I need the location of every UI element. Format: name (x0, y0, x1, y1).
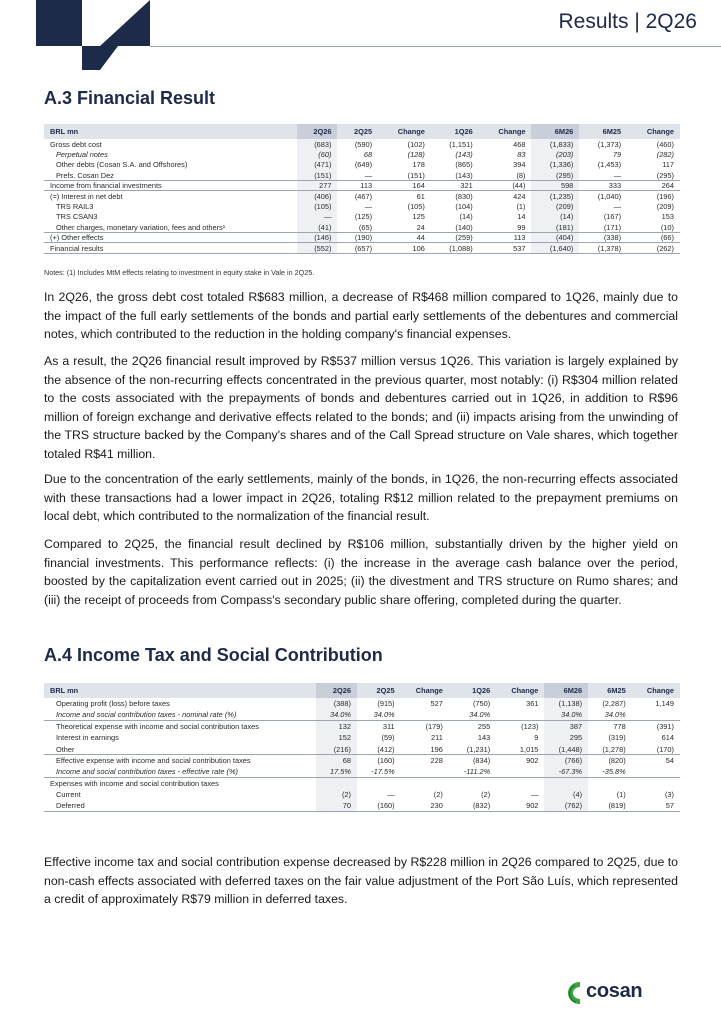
table-cell (401, 709, 449, 720)
table-cell: -67.3% (544, 766, 588, 777)
table-cell: (160) (357, 755, 401, 766)
table-row (44, 181, 680, 191)
table-cell (632, 766, 680, 777)
table-row (44, 732, 680, 743)
header-decoration-icon (0, 0, 150, 70)
table-cell: (181) (531, 222, 579, 232)
table-cell: 68 (363, 150, 373, 160)
table-cell: (832) (449, 801, 496, 812)
row-label: Prefs. Cosan Dez (56, 170, 114, 180)
column-header: Change (496, 683, 544, 698)
row-label: (=) Interest in net debt (44, 191, 297, 201)
column-header: Change (632, 683, 680, 698)
table-cell: (295) (531, 170, 579, 180)
table-cell: (319) (608, 733, 626, 743)
table-cell: 113 (337, 181, 378, 191)
table-cell: (2) (316, 789, 357, 800)
table-cell: (8) (516, 170, 526, 180)
table-cell: — (387, 790, 395, 800)
table-cell: 311 (357, 721, 401, 732)
row-label: Perpetual notes (56, 150, 108, 160)
table-cell: (151) (297, 170, 338, 180)
column-header: 6M25 (579, 124, 627, 139)
table-row (44, 766, 680, 777)
table-cell: (10) (660, 222, 674, 232)
column-header: 2Q25 (337, 124, 378, 139)
financial-result-table (44, 124, 680, 254)
column-header: Change (479, 124, 532, 139)
table-cell: 1,015 (519, 744, 539, 754)
table-cell: (1,151) (449, 139, 473, 149)
table-cell: 1,149 (655, 699, 674, 709)
row-label: TRS CSAN3 (56, 212, 98, 222)
table-row (44, 744, 680, 755)
table-cell: 598 (531, 181, 579, 191)
table-cell: 527 (430, 699, 443, 709)
column-header: 6M26 (544, 683, 588, 698)
table-row (44, 160, 680, 170)
table-cell: (209) (531, 201, 579, 211)
paragraph: In 2Q26, the gross debt cost totaled R$683 million, a decrease of R$468 million compared to 1Q26, mainly due to the impact of the full early settlements of the bonds and partial early settlements of the debentures and commercial notes, which contributed to the reduction in the holding company's financial expenses. (44, 290, 678, 341)
table-cell: 117 (662, 160, 674, 170)
table-cell: (1,373) (597, 139, 622, 149)
table-cell: 34.0% (469, 710, 491, 720)
income-tax-table (44, 683, 680, 812)
column-header: 2Q25 (357, 683, 401, 698)
table-cell: (65) (358, 222, 373, 232)
column-header: Change (378, 124, 431, 139)
table-cell: 394 (513, 160, 526, 170)
table-cell: (216) (316, 744, 357, 755)
table-cell: (105) (407, 202, 425, 212)
table-cell: 57 (632, 801, 680, 812)
table-cell: (167) (603, 212, 622, 222)
table-cell: (146) (297, 233, 338, 243)
table-cell: 83 (517, 150, 526, 160)
table-cell: (282) (656, 150, 674, 160)
table-cell: 264 (627, 181, 680, 191)
table-cell: (171) (603, 222, 622, 232)
column-header: 6M25 (588, 683, 632, 698)
table-row (44, 801, 680, 812)
table-cell: (128) (407, 150, 425, 160)
table-cell: (151) (407, 170, 425, 180)
column-header: Change (627, 124, 680, 139)
table-cell: (41) (297, 222, 338, 232)
column-header: 1Q26 (449, 683, 496, 698)
table-cell: — (531, 790, 539, 800)
section-title-income-tax: A.4 Income Tax and Social Contribution (44, 645, 383, 665)
table-cell: 152 (316, 732, 357, 743)
table-cell: (102) (407, 139, 425, 149)
table-cell: 106 (378, 243, 431, 253)
table-cell: 211 (431, 733, 443, 743)
table-cell: (915) (377, 699, 395, 709)
table-cell: 34.0% (373, 710, 395, 720)
table-row (44, 201, 680, 211)
table-row (44, 191, 680, 201)
table-cell: 34.0% (604, 710, 626, 720)
table-cell: 333 (579, 181, 627, 191)
table-cell (632, 709, 680, 720)
table-cell: (14) (459, 212, 473, 222)
table-row (44, 222, 680, 232)
page-title: Results | 2Q26 (558, 10, 697, 33)
table-cell (316, 778, 357, 789)
table-row (44, 149, 680, 159)
table-cell: (1,278) (602, 744, 626, 754)
table-cell: (104) (455, 202, 473, 212)
table-cell: (412) (377, 744, 395, 754)
row-label: Other charges, monetary variation, fees and others¹ (56, 222, 226, 232)
table-row (44, 778, 680, 789)
cosan-logo (566, 980, 656, 1006)
table-cell: (1,138) (544, 698, 588, 709)
table-cell: (467) (337, 191, 378, 201)
table-cell (357, 778, 401, 789)
column-header: 2Q26 (297, 124, 338, 139)
table-cell (449, 778, 496, 789)
table-cell (496, 766, 544, 777)
table-cell: (66) (627, 233, 680, 243)
table-cell: 61 (378, 191, 431, 201)
table-cell: (140) (455, 222, 473, 232)
cosan-logo-text: cosan (586, 980, 643, 1002)
paragraph: Compared to 2Q25, the financial result declined by R$106 million, substantially driven by the higher yield on financial investments. This performance reflects: (i) the increase in the average cash balance over the period, boosted by the capitalization event carried out in 2025; (ii) the divestment and TRS structure on Rumo shares; and (iii) the receipt of proceeds from Compass's secondary public share offering, completed during the quarter. (44, 537, 678, 607)
row-label: TRS RAIL3 (56, 202, 94, 212)
table-cell: (819) (588, 801, 632, 812)
table-cell: (552) (297, 243, 338, 253)
table-cell (496, 778, 544, 789)
table-cell: (14) (531, 212, 579, 222)
table-cell: 277 (297, 181, 338, 191)
table-cell: 295 (544, 732, 588, 743)
row-label: Expenses with income and social contribution taxes (44, 778, 316, 789)
row-label: Current (56, 790, 81, 800)
table-cell: (60) (297, 149, 338, 159)
table-cell: (143) (455, 170, 473, 180)
table-cell (588, 778, 632, 789)
table-cell (544, 778, 588, 789)
table-cell: (834) (449, 755, 496, 766)
table-cell: 902 (496, 755, 544, 766)
table-cell: -17.5% (371, 767, 395, 777)
table-cell: (460) (656, 139, 674, 149)
table-cell: (160) (357, 801, 401, 812)
column-header: BRL mn (44, 683, 316, 698)
table-cell: 255 (449, 721, 496, 732)
paragraph: Effective income tax and social contribution expense decreased by R$228 million in 2Q26 compared to 2Q25, due to non-cash effects associated with deferred taxes on the fair value adjustment of the Port São Luís, which represented a credit of approximately R$79 million in deferred taxes. (44, 855, 678, 906)
table-cell: 196 (430, 744, 443, 754)
table-cell: (1,833) (531, 139, 579, 149)
table-cell (632, 778, 680, 789)
table-cell: 9 (534, 733, 539, 743)
table-cell: (262) (627, 243, 680, 253)
table-cell: 230 (401, 801, 449, 812)
table-cell: -111.2% (463, 767, 491, 777)
table-cell: (125) (354, 212, 373, 222)
table-row (44, 170, 680, 180)
table-cell: 14 (517, 212, 526, 222)
row-label: Operating profit (loss) before taxes (56, 699, 170, 709)
table-cell: (590) (354, 139, 373, 149)
row-label: Income and social contribution taxes - nominal rate (%) (56, 710, 237, 720)
table-cell: — (364, 170, 373, 180)
table-cell: (750) (472, 699, 491, 709)
table-cell: (105) (297, 201, 338, 211)
table-cell: 424 (479, 191, 532, 201)
row-label: Effective expense with income and social contribution taxes (44, 755, 316, 766)
table-cell: — (364, 202, 373, 212)
column-header: Change (401, 683, 449, 698)
row-label: Theoretical expense with income and social contribution taxes (44, 721, 316, 732)
table-cell: — (613, 202, 622, 212)
table-cell (401, 766, 449, 777)
table-cell: (143) (455, 150, 473, 160)
table-cell: (4) (544, 789, 588, 800)
row-label: Interest in earnings (56, 733, 119, 743)
table-cell: (1,235) (531, 191, 579, 201)
table-cell: (657) (337, 243, 378, 253)
table-cell: 54 (632, 755, 680, 766)
table-cell: 902 (496, 801, 544, 812)
header-rule (150, 46, 721, 47)
table-cell: (1,336) (531, 160, 579, 170)
table-cell: (1,231) (466, 744, 491, 754)
table-cell: (1,040) (579, 191, 627, 201)
table-cell: (762) (544, 801, 588, 812)
table-row (44, 233, 680, 243)
table-cell: (1,640) (531, 243, 579, 253)
table-cell: (406) (297, 191, 338, 201)
table-cell (496, 709, 544, 720)
table-cell: 778 (588, 721, 632, 732)
table-cell: 132 (316, 721, 357, 732)
table-cell: 468 (513, 139, 526, 149)
table-cell: (1) (516, 202, 526, 212)
column-header: 2Q26 (316, 683, 357, 698)
table-row (44, 139, 680, 149)
table-cell: 164 (378, 181, 431, 191)
table-cell: — (613, 170, 622, 180)
row-label: (+) Other effects (44, 233, 297, 243)
table-cell: (295) (656, 170, 674, 180)
table-cell: (190) (337, 233, 378, 243)
row-label: Other (56, 744, 75, 754)
table-cell: (170) (656, 744, 674, 754)
table-cell: (820) (588, 755, 632, 766)
row-label: Income from financial investments (44, 181, 297, 191)
table-cell: 178 (412, 160, 425, 170)
table-cell: 228 (401, 755, 449, 766)
table-cell: (1,453) (597, 160, 622, 170)
table-cell: (338) (579, 233, 627, 243)
table-cell: 99 (517, 222, 526, 232)
table-row (44, 789, 680, 800)
table-cell: 361 (526, 699, 539, 709)
table-row (44, 755, 680, 766)
table-cell: (3) (664, 790, 674, 800)
table-cell: 321 (431, 181, 479, 191)
table-cell: (865) (455, 160, 473, 170)
table-row (44, 212, 680, 222)
column-header: BRL mn (44, 124, 297, 139)
table-row (44, 709, 680, 720)
table-cell: 537 (479, 243, 532, 253)
table-cell: (203) (531, 149, 579, 159)
section-title-financial-result: A.3 Financial Result (44, 88, 216, 108)
table-row (44, 698, 680, 709)
table-row (44, 243, 680, 253)
table-cell: (59) (381, 733, 395, 743)
page-header (0, 0, 721, 70)
table-cell: (2) (433, 790, 443, 800)
table-cell: (766) (544, 755, 588, 766)
table-row (44, 721, 680, 732)
table-cell: -35.8% (602, 767, 626, 777)
table-cell: (1) (616, 790, 626, 800)
table-cell: (196) (627, 191, 680, 201)
table-cell: 68 (316, 755, 357, 766)
table-cell: 17.5% (316, 766, 357, 777)
table-cell: 79 (612, 150, 622, 160)
table-cell: (2) (481, 790, 491, 800)
table-cell: 34.0% (544, 709, 588, 720)
table-cell: (1,378) (579, 243, 627, 253)
table-cell: 113 (479, 233, 532, 243)
table-cell: 143 (477, 733, 491, 743)
table-cell: (404) (531, 233, 579, 243)
table-cell: (2,287) (602, 699, 626, 709)
column-header: 1Q26 (431, 124, 479, 139)
row-label: Financial results (44, 243, 297, 253)
table-cell: (179) (401, 721, 449, 732)
table-cell: — (297, 212, 338, 222)
table-cell: (209) (656, 202, 674, 212)
table-cell: 34.0% (316, 709, 357, 720)
table-cell: (44) (479, 181, 532, 191)
row-label: Other debts (Cosan S.A. and Offshores) (56, 160, 188, 170)
table-cell: (830) (431, 191, 479, 201)
table-cell: (123) (496, 721, 544, 732)
row-label: Gross debt cost (50, 139, 102, 149)
table-cell: (391) (632, 721, 680, 732)
table-cell: (388) (316, 698, 357, 709)
table-note: Notes: (1) Includes MtM effects relating to investment in equity stake in Vale in 2Q25. (44, 268, 315, 277)
table-cell: 44 (378, 233, 431, 243)
table-cell: 387 (544, 721, 588, 732)
table-cell: 153 (661, 212, 674, 222)
cosan-logo-icon (566, 980, 588, 1006)
table-cell: 70 (316, 801, 357, 812)
paragraph: As a result, the 2Q26 financial result improved by R$537 million versus 1Q26. This variation is largely explained by the absence of the non-recurring effects concentrated in the previous quarter, most notably: (i) R$304 million related to the costs associated with the prepayments of bonds and debentures carried out in 1Q26, in addition to R$96 million of foreign exchange and derivative effects related to the bonds; and (ii) impacts arising from the unwinding of the TRS structure backed by the Company's shares and of the Call Spread structure on Vale shares, which together totaled R$41 million. (44, 354, 678, 461)
table-cell: (471) (297, 160, 338, 170)
table-cell: 614 (661, 733, 674, 743)
table-cell: 125 (412, 212, 425, 222)
row-label: Deferred (44, 801, 316, 812)
row-label: Income and social contribution taxes - effective rate (%) (56, 767, 238, 777)
paragraph: Due to the concentration of the early settlements, mainly of the bonds, in 1Q26, the non-recurring effects associated with these transactions had a lower impact in 2Q26, totaling R$12 million related to the prepayment premiums on local debt, which contributed to the normalization of the financial result. (44, 472, 678, 523)
table-cell: (1,448) (544, 744, 588, 755)
table-cell: (683) (297, 139, 338, 149)
table-cell: (649) (354, 160, 373, 170)
table-cell (401, 778, 449, 789)
table-cell: 24 (416, 222, 425, 232)
table-cell: (1,088) (431, 243, 479, 253)
column-header: 6M26 (531, 124, 579, 139)
table-cell: (259) (431, 233, 479, 243)
